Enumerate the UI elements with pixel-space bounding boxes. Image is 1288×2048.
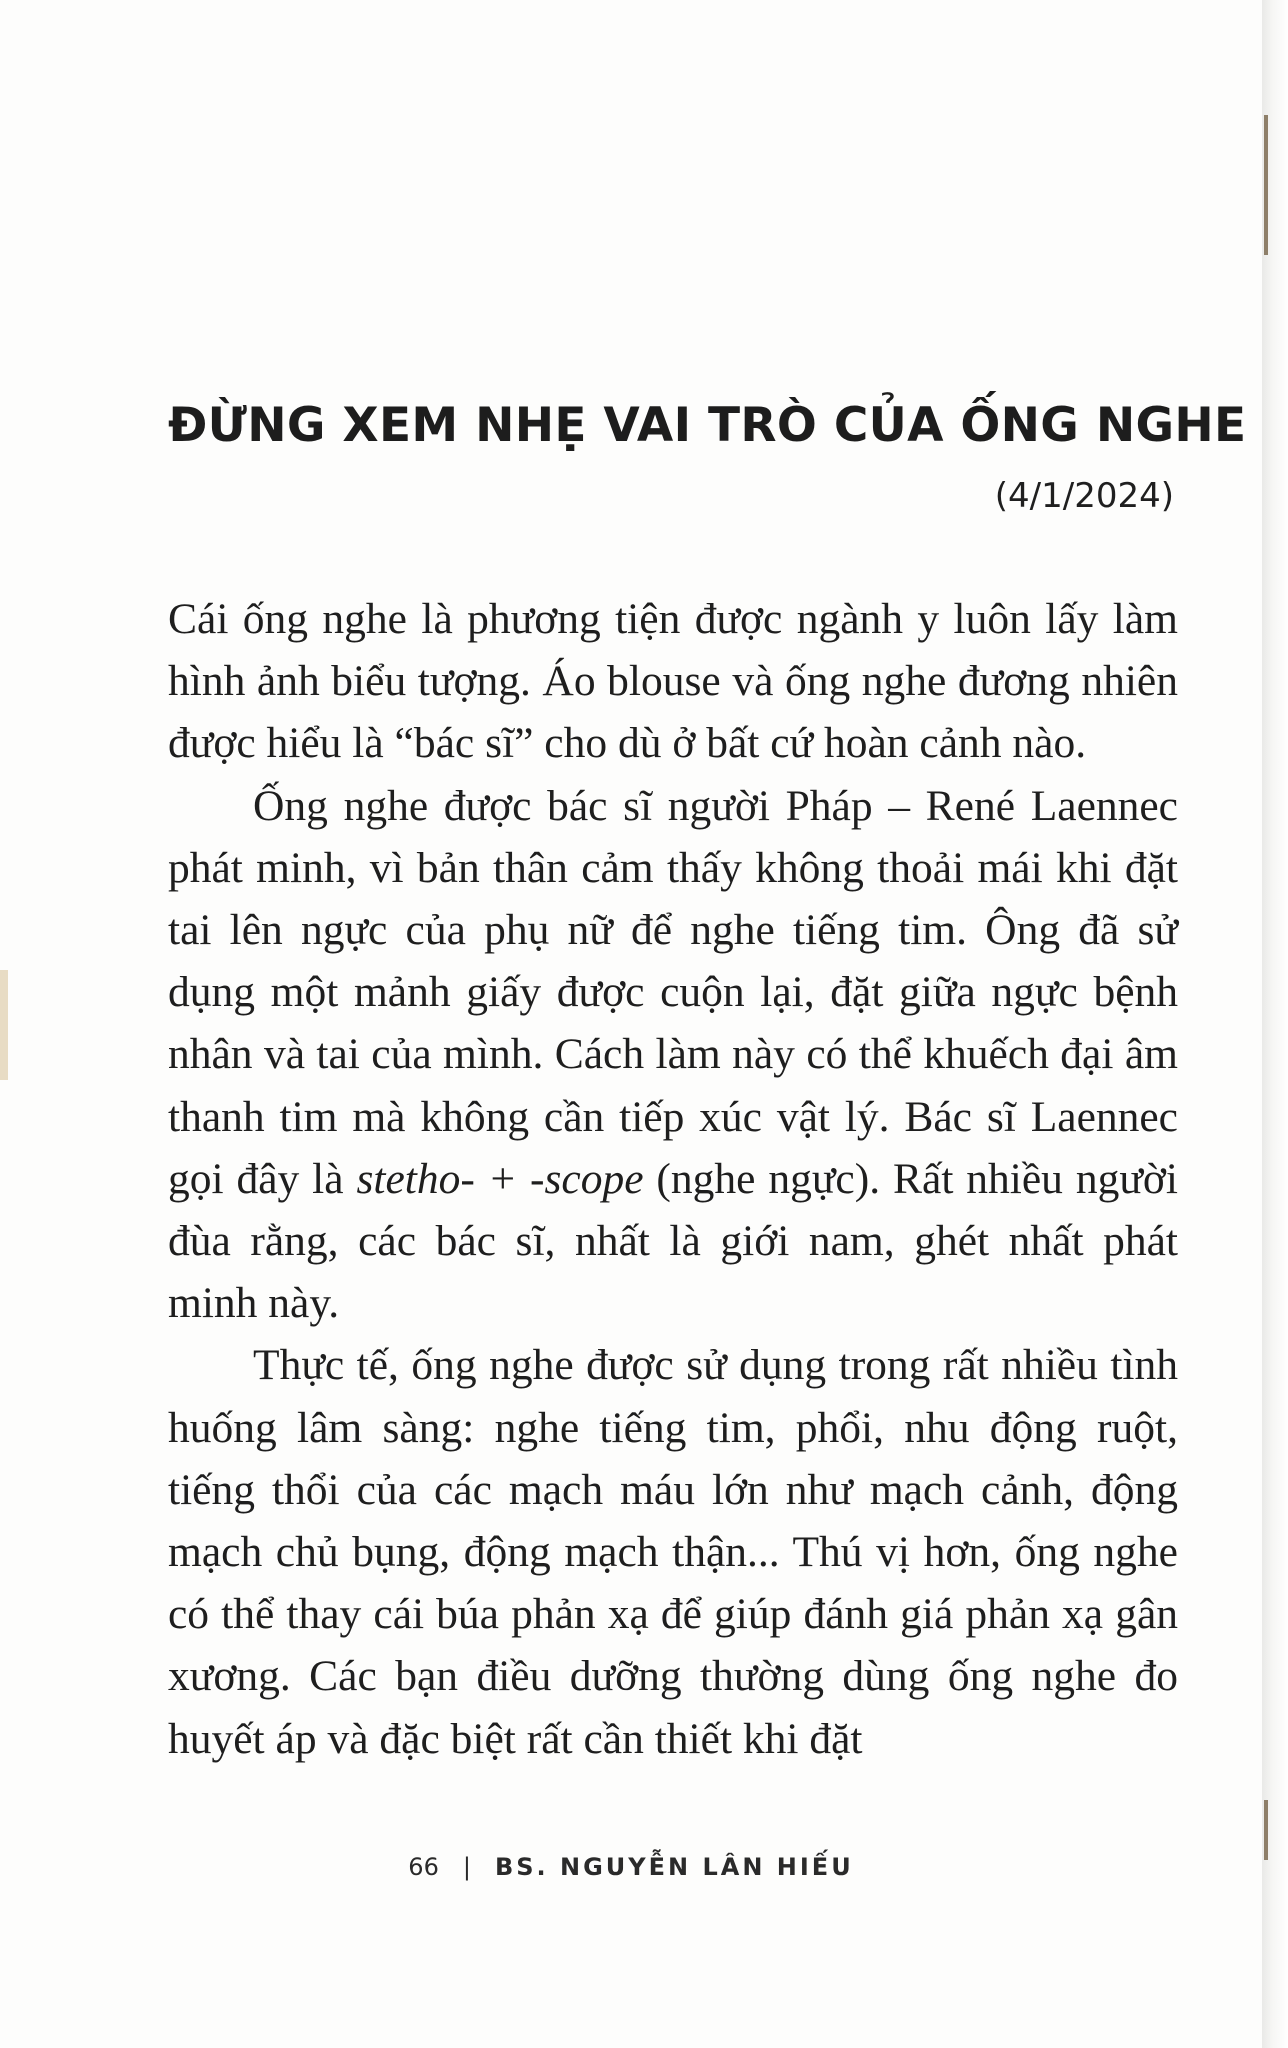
paragraph-1: Cái ống nghe là phương tiện được ngành y luôn lấy làm hình ảnh biểu tượng. Áo blouse và ống nghe đương nhiên được hiểu là “bác sĩ” cho dù ở bất cứ hoàn cảnh nào. <box>168 595 1178 768</box>
paragraph-2 <box>168 775 1178 1335</box>
paragraph-2-part-2: (nghe ngực). Rất nhiều người đùa rằng, các bác sĩ, nhất là giới nam, ghét nhất phát minh này. <box>168 1154 1178 1328</box>
footer-separator: | <box>462 1853 471 1881</box>
paragraph-3: Thực tế, ống nghe được sử dụng trong rất nhiều tình huống lâm sàng: nghe tiếng tim, phổi, nhu động ruột, tiếng thổi của các mạch máu lớn như mạch cảnh, động mạch chủ bụng, động mạch thận... Thú vị hơn, ống nghe có thể thay cái búa phản xạ để giúp đánh giá phản xạ gân xương. Các bạn điều dưỡng thường dùng ống nghe đo huyết áp và đặc biệt rất cần thiết khi đặt <box>168 1341 1178 1763</box>
chapter-title: ĐỪNG XEM NHẸ VAI TRÒ CỦA ỐNG NGHE <box>168 398 1247 453</box>
chapter-date: (4/1/2024) <box>994 476 1174 516</box>
footer-author: BS. NGUYỄN LÂN HIẾU <box>494 1853 854 1881</box>
page-number: 66 <box>408 1853 439 1881</box>
edge-mark-top <box>1264 115 1268 255</box>
page-right-edge <box>1262 0 1288 2048</box>
body-text <box>168 588 1178 1770</box>
paragraph-2-part-1: Ống nghe được bác sĩ người Pháp – René Laennec phát minh, vì bản thân cảm thấy không thoải mái khi đặt tai lên ngực của phụ nữ để nghe tiếng tim. Ông đã sử dụng một mảnh giấy được cuộn lại, đặt giữa ngực bệnh nhân và tai của mình. Cách làm này có thể khuếch đại âm thanh tim mà không cần tiếp xúc vật lý. Bác sĩ Laennec gọi đây là <box>168 781 1178 1203</box>
page-footer <box>0 1853 1262 1881</box>
stethoscope-term: stetho- + -scope <box>356 1154 644 1203</box>
page-edge-tint <box>0 970 8 1080</box>
edge-mark-bottom <box>1264 1800 1268 1860</box>
